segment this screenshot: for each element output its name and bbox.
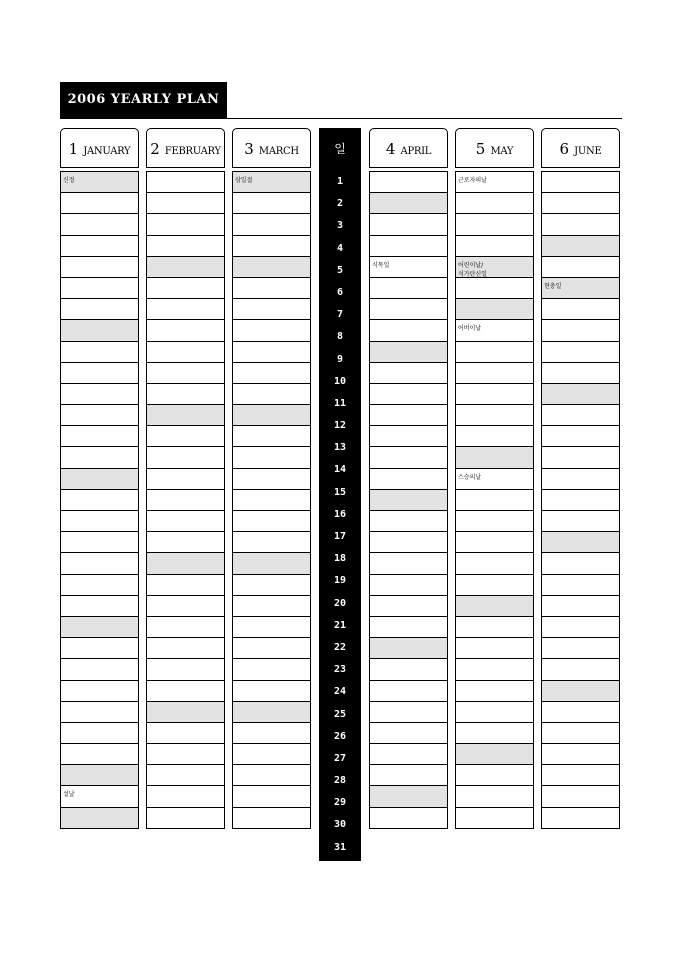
day-cell[interactable] bbox=[455, 722, 534, 744]
day-number: 19 bbox=[333, 575, 347, 587]
day-cell[interactable] bbox=[146, 552, 225, 574]
day-cell[interactable] bbox=[146, 510, 225, 532]
day-cell[interactable] bbox=[541, 637, 620, 659]
day-cell[interactable] bbox=[60, 404, 139, 426]
day-number: 31 bbox=[333, 841, 347, 853]
day-number: 1 bbox=[336, 176, 344, 187]
holiday-note: 어린이날/ 석가탄신일 bbox=[458, 261, 487, 278]
day-cell[interactable] bbox=[369, 235, 448, 257]
month-column-may bbox=[455, 128, 534, 829]
day-cell[interactable] bbox=[146, 362, 225, 384]
day-cell[interactable] bbox=[455, 637, 534, 659]
day-cell[interactable] bbox=[369, 171, 448, 193]
day-cell[interactable] bbox=[60, 277, 139, 299]
day-number: 28 bbox=[333, 775, 347, 787]
day-number: 25 bbox=[333, 708, 347, 720]
day-cell[interactable] bbox=[232, 235, 311, 257]
day-cell[interactable] bbox=[455, 658, 534, 680]
day-cell[interactable] bbox=[60, 616, 139, 638]
day-number: 29 bbox=[333, 797, 347, 809]
day-cell[interactable] bbox=[146, 722, 225, 744]
day-number: 6 bbox=[336, 286, 344, 298]
month-header bbox=[60, 128, 139, 168]
day-cell[interactable] bbox=[455, 213, 534, 235]
day-cell[interactable] bbox=[60, 807, 139, 829]
day-cell[interactable] bbox=[541, 171, 620, 193]
month-column-january bbox=[60, 128, 139, 829]
day-number: 8 bbox=[336, 331, 344, 343]
day-cell[interactable] bbox=[232, 298, 311, 320]
day-cell[interactable] bbox=[60, 510, 139, 532]
month-number: 3 bbox=[244, 140, 254, 158]
day-cell[interactable] bbox=[541, 383, 620, 405]
day-cell[interactable] bbox=[60, 637, 139, 659]
day-cell[interactable] bbox=[60, 256, 139, 278]
month-name: MAY bbox=[490, 146, 514, 157]
day-cell[interactable] bbox=[232, 680, 311, 702]
day-number: 17 bbox=[333, 531, 347, 542]
day-cell[interactable] bbox=[369, 807, 448, 829]
day-number: 10 bbox=[333, 375, 347, 387]
day-cell[interactable] bbox=[455, 552, 534, 574]
day-cell[interactable] bbox=[60, 171, 139, 193]
day-cell[interactable] bbox=[455, 574, 534, 596]
day-cell[interactable] bbox=[232, 404, 311, 426]
day-cell[interactable] bbox=[541, 404, 620, 426]
day-number-column bbox=[319, 128, 361, 861]
day-cell[interactable] bbox=[455, 446, 534, 468]
day-cell[interactable] bbox=[146, 595, 225, 617]
day-cell[interactable] bbox=[369, 192, 448, 214]
day-cell[interactable] bbox=[146, 489, 225, 511]
day-cell[interactable] bbox=[455, 341, 534, 363]
day-cell[interactable] bbox=[455, 680, 534, 702]
day-cell[interactable] bbox=[146, 764, 225, 786]
day-cell[interactable] bbox=[146, 235, 225, 257]
day-cell[interactable] bbox=[60, 192, 139, 214]
holiday-note: 식목일 bbox=[372, 261, 390, 269]
day-cell[interactable] bbox=[369, 722, 448, 744]
day-cell[interactable] bbox=[369, 383, 448, 405]
day-cell[interactable] bbox=[146, 298, 225, 320]
day-cell[interactable] bbox=[146, 446, 225, 468]
day-cell[interactable] bbox=[541, 277, 620, 299]
day-number: 27 bbox=[333, 752, 347, 764]
month-column-march bbox=[232, 128, 311, 829]
day-cell[interactable] bbox=[232, 595, 311, 617]
day-cell[interactable] bbox=[369, 595, 448, 617]
day-cell[interactable] bbox=[455, 785, 534, 807]
page-title: 2006 YEARLY PLAN bbox=[60, 82, 227, 118]
day-number: 2 bbox=[336, 198, 344, 210]
day-cell[interactable] bbox=[541, 213, 620, 235]
day-cell[interactable] bbox=[541, 616, 620, 638]
day-cell[interactable] bbox=[455, 319, 534, 341]
day-cell[interactable] bbox=[146, 743, 225, 765]
day-cell[interactable] bbox=[541, 510, 620, 532]
day-cell[interactable] bbox=[455, 764, 534, 786]
day-cell[interactable] bbox=[369, 680, 448, 702]
month-header bbox=[369, 128, 448, 168]
day-cell[interactable] bbox=[232, 256, 311, 278]
day-cell[interactable] bbox=[232, 341, 311, 363]
day-number: 14 bbox=[333, 464, 347, 476]
day-cell[interactable] bbox=[232, 785, 311, 807]
day-cell[interactable] bbox=[369, 298, 448, 320]
day-column-header: 일 bbox=[334, 142, 346, 156]
day-number: 18 bbox=[333, 553, 347, 565]
day-number: 4 bbox=[336, 242, 344, 254]
day-number: 26 bbox=[333, 730, 347, 742]
day-cell[interactable] bbox=[146, 256, 225, 278]
day-cell[interactable] bbox=[541, 192, 620, 214]
day-cell[interactable] bbox=[232, 531, 311, 553]
day-cell[interactable] bbox=[232, 277, 311, 299]
day-cell[interactable] bbox=[455, 616, 534, 638]
month-header bbox=[455, 128, 534, 168]
day-cell[interactable] bbox=[541, 298, 620, 320]
day-cell[interactable] bbox=[369, 785, 448, 807]
day-cell[interactable] bbox=[541, 468, 620, 490]
day-cell[interactable] bbox=[60, 213, 139, 235]
holiday-note: 어버이날 bbox=[458, 325, 482, 333]
day-cell[interactable] bbox=[146, 404, 225, 426]
day-number: 12 bbox=[333, 420, 347, 432]
day-cell[interactable] bbox=[541, 531, 620, 553]
day-cell[interactable] bbox=[369, 743, 448, 765]
day-cell[interactable] bbox=[541, 743, 620, 765]
day-cell[interactable] bbox=[455, 277, 534, 299]
day-cell[interactable] bbox=[455, 192, 534, 214]
day-cell[interactable] bbox=[232, 383, 311, 405]
day-cell[interactable] bbox=[232, 319, 311, 341]
day-cell[interactable] bbox=[60, 235, 139, 257]
day-cell[interactable] bbox=[541, 235, 620, 257]
month-name: JANUARY bbox=[83, 146, 131, 157]
holiday-note: 신정 bbox=[63, 177, 75, 184]
day-cell[interactable] bbox=[146, 785, 225, 807]
day-cell[interactable] bbox=[369, 404, 448, 426]
day-cell[interactable] bbox=[455, 298, 534, 320]
day-cell[interactable] bbox=[541, 256, 620, 278]
day-cell[interactable] bbox=[541, 807, 620, 829]
month-name: MARCH bbox=[258, 146, 299, 157]
day-number: 11 bbox=[333, 397, 347, 409]
day-cell[interactable] bbox=[369, 277, 448, 299]
day-cell[interactable] bbox=[541, 595, 620, 617]
day-cell[interactable] bbox=[455, 362, 534, 384]
day-cell[interactable] bbox=[369, 341, 448, 363]
day-cell[interactable] bbox=[541, 319, 620, 341]
month-column-february bbox=[146, 128, 225, 829]
day-cell[interactable] bbox=[60, 531, 139, 553]
day-cell[interactable] bbox=[146, 574, 225, 596]
day-cell[interactable] bbox=[541, 446, 620, 468]
day-cell[interactable] bbox=[369, 489, 448, 511]
day-cell[interactable] bbox=[541, 680, 620, 702]
day-cell[interactable] bbox=[232, 701, 311, 723]
day-cell[interactable] bbox=[455, 743, 534, 765]
day-cell[interactable] bbox=[232, 425, 311, 447]
month-number: 6 bbox=[559, 140, 570, 158]
day-cell[interactable] bbox=[60, 701, 139, 723]
day-number: 16 bbox=[333, 508, 347, 520]
day-number: 21 bbox=[333, 619, 347, 631]
day-number: 20 bbox=[333, 597, 347, 609]
day-cell[interactable] bbox=[60, 595, 139, 617]
day-cell[interactable] bbox=[541, 362, 620, 384]
day-cell[interactable] bbox=[60, 489, 139, 511]
day-cell[interactable] bbox=[232, 616, 311, 638]
day-cell[interactable] bbox=[146, 277, 225, 299]
day-cell[interactable] bbox=[369, 256, 448, 278]
day-cell[interactable] bbox=[232, 446, 311, 468]
month-number: 5 bbox=[475, 140, 486, 158]
month-column-june bbox=[541, 128, 620, 829]
day-cell[interactable] bbox=[60, 764, 139, 786]
day-cell[interactable] bbox=[455, 425, 534, 447]
day-cell[interactable] bbox=[232, 171, 311, 193]
day-cell[interactable] bbox=[232, 362, 311, 384]
day-cell[interactable] bbox=[455, 468, 534, 490]
day-cell[interactable] bbox=[60, 743, 139, 765]
day-cell[interactable] bbox=[146, 658, 225, 680]
day-cell[interactable] bbox=[369, 616, 448, 638]
day-cell[interactable] bbox=[455, 595, 534, 617]
day-number: 9 bbox=[336, 353, 344, 365]
day-cell[interactable] bbox=[232, 552, 311, 574]
day-cell[interactable] bbox=[369, 362, 448, 384]
day-cell[interactable] bbox=[541, 489, 620, 511]
day-cell[interactable] bbox=[369, 446, 448, 468]
day-cell[interactable] bbox=[60, 446, 139, 468]
day-cell[interactable] bbox=[60, 341, 139, 363]
day-cell[interactable] bbox=[146, 531, 225, 553]
day-cell[interactable] bbox=[146, 680, 225, 702]
day-cell[interactable] bbox=[232, 192, 311, 214]
day-cell[interactable] bbox=[146, 341, 225, 363]
day-cell[interactable] bbox=[232, 764, 311, 786]
day-cell[interactable] bbox=[541, 341, 620, 363]
day-cell[interactable] bbox=[60, 383, 139, 405]
day-cell[interactable] bbox=[455, 510, 534, 532]
day-cell[interactable] bbox=[455, 701, 534, 723]
month-column-april bbox=[369, 128, 448, 829]
day-cell[interactable] bbox=[60, 658, 139, 680]
day-cell[interactable] bbox=[60, 680, 139, 702]
day-cell[interactable] bbox=[232, 468, 311, 490]
day-number: 30 bbox=[333, 819, 347, 831]
day-cell[interactable] bbox=[541, 658, 620, 680]
day-cell[interactable] bbox=[455, 489, 534, 511]
day-cell[interactable] bbox=[232, 213, 311, 235]
day-cell[interactable] bbox=[60, 362, 139, 384]
day-cell[interactable] bbox=[60, 552, 139, 574]
day-cell[interactable] bbox=[541, 552, 620, 574]
day-cell[interactable] bbox=[232, 637, 311, 659]
day-cell[interactable] bbox=[369, 213, 448, 235]
day-cell[interactable] bbox=[455, 235, 534, 257]
day-cell[interactable] bbox=[146, 171, 225, 193]
day-cell[interactable] bbox=[369, 531, 448, 553]
day-cell[interactable] bbox=[455, 171, 534, 193]
month-name: JUNE bbox=[574, 146, 602, 157]
day-cell[interactable] bbox=[369, 637, 448, 659]
holiday-note: 현충일 bbox=[544, 282, 562, 290]
month-name: APRIL bbox=[400, 146, 432, 157]
day-number: 23 bbox=[333, 664, 347, 676]
day-cell[interactable] bbox=[146, 383, 225, 405]
day-cell[interactable] bbox=[146, 807, 225, 829]
day-cell[interactable] bbox=[541, 722, 620, 744]
day-cell[interactable] bbox=[146, 616, 225, 638]
day-cell[interactable] bbox=[541, 574, 620, 596]
day-cell[interactable] bbox=[369, 468, 448, 490]
day-cell[interactable] bbox=[146, 192, 225, 214]
day-cell[interactable] bbox=[232, 807, 311, 829]
day-cell[interactable] bbox=[541, 425, 620, 447]
month-header bbox=[232, 128, 311, 168]
day-cell[interactable] bbox=[60, 425, 139, 447]
day-cell[interactable] bbox=[60, 785, 139, 807]
day-cell[interactable] bbox=[232, 722, 311, 744]
day-cell[interactable] bbox=[146, 213, 225, 235]
title-divider bbox=[60, 118, 622, 119]
day-cell[interactable] bbox=[455, 383, 534, 405]
day-number: 15 bbox=[333, 486, 347, 498]
month-number: 2 bbox=[150, 140, 160, 158]
day-cell[interactable] bbox=[146, 701, 225, 723]
holiday-note: 근로자의날 bbox=[458, 177, 487, 184]
day-cell[interactable] bbox=[60, 319, 139, 341]
month-header bbox=[146, 128, 225, 168]
day-number: 22 bbox=[333, 641, 347, 653]
day-cell[interactable] bbox=[455, 531, 534, 553]
holiday-note: 스승의날 bbox=[458, 473, 482, 481]
day-cell[interactable] bbox=[455, 404, 534, 426]
day-number: 7 bbox=[336, 309, 344, 321]
day-cell[interactable] bbox=[369, 319, 448, 341]
day-cell[interactable] bbox=[60, 722, 139, 744]
month-number: 1 bbox=[68, 140, 79, 158]
day-number: 13 bbox=[333, 442, 347, 454]
day-cell[interactable] bbox=[541, 785, 620, 807]
day-cell[interactable] bbox=[369, 425, 448, 447]
day-cell[interactable] bbox=[369, 510, 448, 532]
day-cell[interactable] bbox=[60, 298, 139, 320]
holiday-note: 삼일절 bbox=[235, 177, 253, 184]
month-number: 4 bbox=[385, 140, 396, 158]
day-number: 3 bbox=[336, 220, 344, 232]
day-cell[interactable] bbox=[541, 701, 620, 723]
month-header bbox=[541, 128, 620, 168]
day-cell[interactable] bbox=[146, 425, 225, 447]
day-cell[interactable] bbox=[369, 574, 448, 596]
day-cell[interactable] bbox=[146, 468, 225, 490]
day-cell[interactable] bbox=[455, 256, 534, 278]
day-cell[interactable] bbox=[369, 658, 448, 680]
day-cell[interactable] bbox=[369, 552, 448, 574]
day-cell[interactable] bbox=[455, 807, 534, 829]
day-cell[interactable] bbox=[60, 574, 139, 596]
day-cell[interactable] bbox=[60, 468, 139, 490]
holiday-note: 설날 bbox=[63, 791, 75, 799]
month-name: FEBRUARY bbox=[164, 146, 221, 157]
day-cell[interactable] bbox=[146, 319, 225, 341]
day-cell[interactable] bbox=[369, 764, 448, 786]
day-cell[interactable] bbox=[369, 701, 448, 723]
day-cell[interactable] bbox=[232, 489, 311, 511]
day-cell[interactable] bbox=[232, 743, 311, 765]
day-cell[interactable] bbox=[541, 764, 620, 786]
day-number: 24 bbox=[333, 686, 347, 698]
day-cell[interactable] bbox=[232, 510, 311, 532]
day-number: 5 bbox=[336, 264, 344, 276]
day-cell[interactable] bbox=[146, 637, 225, 659]
day-cell[interactable] bbox=[232, 574, 311, 596]
day-cell[interactable] bbox=[232, 658, 311, 680]
